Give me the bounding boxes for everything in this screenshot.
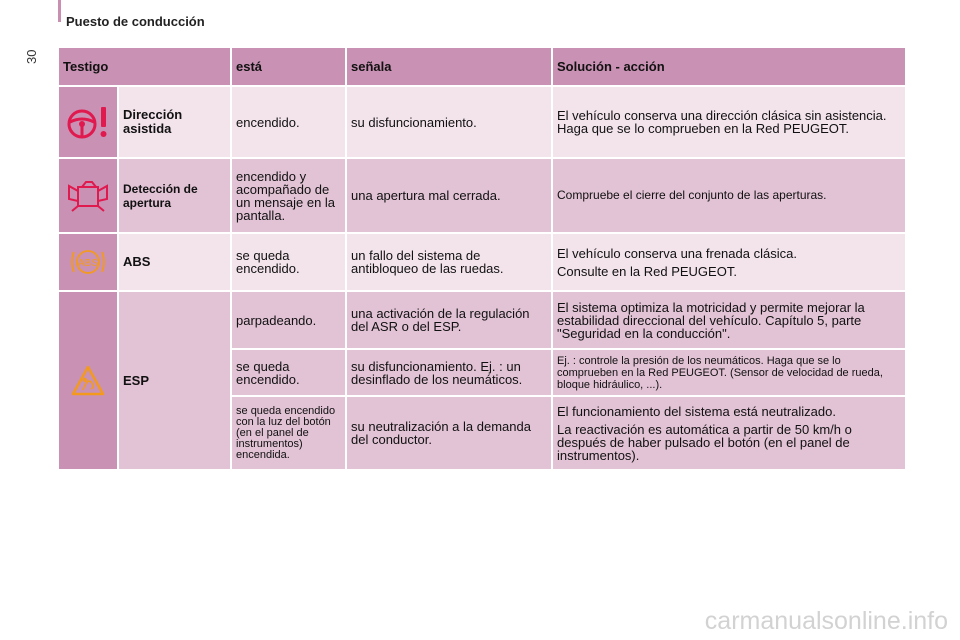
column-header-testigo: Testigo — [59, 48, 230, 85]
table-header-row — [59, 48, 905, 85]
esp-warning-icon — [59, 292, 117, 469]
solucion-line: La reactivación es automática a partir de 50 km/h o después de haber pulsado el botón (en el panel de instrumentos). — [557, 421, 852, 463]
cell-esta: encendido. — [232, 87, 345, 157]
door-open-warning-icon — [59, 159, 117, 232]
abs-warning-icon — [59, 234, 117, 290]
warning-name: Dirección asistida — [119, 87, 230, 157]
warning-lights-table — [57, 46, 907, 471]
cell-esta: se queda encendido con la luz del botón (en el panel de instrumentos) encendida. — [232, 397, 345, 469]
page-side-bar — [58, 0, 61, 22]
column-header-esta: está — [232, 48, 345, 85]
cell-senala: un fallo del sistema de antibloqueo de las ruedas. — [347, 234, 551, 290]
warning-name: ABS — [119, 234, 230, 290]
page-number: 30 — [24, 49, 39, 64]
svg-text:ABS: ABS — [77, 258, 99, 269]
section-title: Puesto de conducción — [66, 14, 205, 29]
cell-esta: parpadeando. — [232, 292, 345, 348]
cell-solucion — [553, 397, 905, 469]
cell-solucion: El vehículo conserva una dirección clásica sin asistencia. Haga que se lo comprueben en la Red PEUGEOT. — [553, 87, 905, 157]
power-steering-warning-icon — [59, 87, 117, 157]
table-row — [59, 234, 905, 290]
cell-solucion: Compruebe el cierre del conjunto de las aperturas. — [553, 159, 905, 232]
cell-esta: se queda encendido. — [232, 234, 345, 290]
solucion-line: El funcionamiento del sistema está neutralizado. — [557, 403, 836, 419]
table-row — [59, 159, 905, 232]
watermark-text: carmanualsonline.info — [704, 607, 948, 635]
cell-senala: una activación de la regulación del ASR o del ESP. — [347, 292, 551, 348]
column-header-solucion: Solución - acción — [553, 48, 905, 85]
table-row — [59, 87, 905, 157]
cell-esta: encendido y acompañado de un mensaje en la pantalla. — [232, 159, 345, 232]
column-header-senala: señala — [347, 48, 551, 85]
cell-esta: se queda encendido. — [232, 350, 345, 395]
cell-senala: su disfuncionamiento. — [347, 87, 551, 157]
warning-name: ESP — [119, 292, 230, 469]
solucion-line: El vehículo conserva una frenada clásica. — [557, 245, 797, 261]
cell-solucion: Ej. : controle la presión de los neumáticos. Haga que se lo comprueben en la Red PEUGEOT. (Sensor de velocidad de rueda, bloque hidráulico, ...). — [553, 350, 905, 395]
warning-name: Detección de apertura — [119, 159, 230, 232]
cell-solucion — [553, 234, 905, 290]
cell-senala: su disfuncionamiento. Ej. : un desinflado de los neumáticos. — [347, 350, 551, 395]
cell-solucion: El sistema optimiza la motricidad y permite mejorar la estabilidad direccional del vehículo. Capítulo 5, parte "Seguridad en la conducción". — [553, 292, 905, 348]
cell-senala: su neutralización a la demanda del conductor. — [347, 397, 551, 469]
table-row — [59, 292, 905, 348]
solucion-line: Consulte en la Red PEUGEOT. — [557, 263, 737, 279]
cell-senala: una apertura mal cerrada. — [347, 159, 551, 232]
